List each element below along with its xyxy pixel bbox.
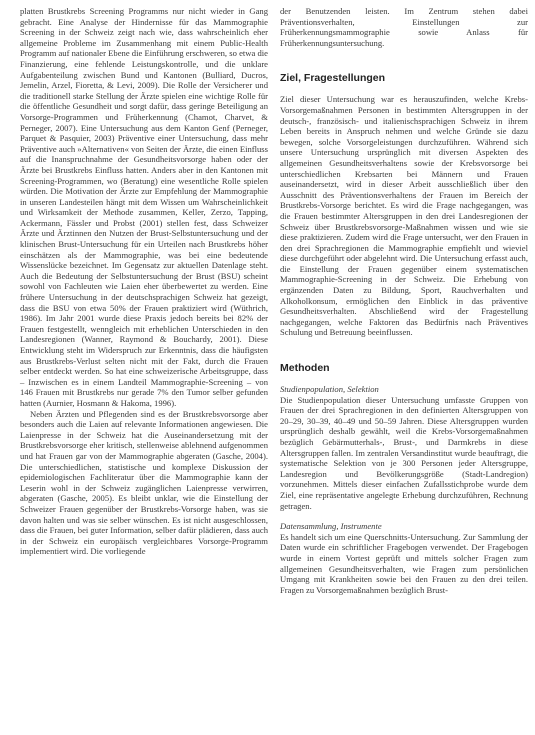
body-paragraph: Die Studienpopulation dieser Untersuchung umfasste Gruppen von Frauen der drei Sprachregionen in den definierten Altersgruppen von 20–29, 30–39, 40–49 und 50–59 Jahren. Diese Altersgruppen wurden ursprünglich deshalb gewählt, weil die Krebs-Vorsorgemaßnahmen bezüglich Gebärmutterhals-, Brust-, und Darmkrebs in diese Altersgruppen fallen. Im zentralen Versandinstitut wurde beauftragt, die systematische Selektion von je 300 Personen jeder Altersgruppe, Landesregion und Bevölkerungsgröße (Stadt-Landregion) vorzunehmen. Mittels dieser einfachen Zufallsstichprobe wurde dem Ziel, eine repräsentative angelegte Erhebung durchzuführen, Rechnung getragen. — [280, 394, 528, 511]
section-heading-methoden: Methoden — [280, 362, 330, 375]
subheading-datensammlung: Datensammlung, Instrumente — [280, 521, 382, 532]
subheading-studienpopulation: Studienpopulation, Selektion — [280, 384, 379, 395]
body-paragraph: Ziel dieser Untersuchung war es herauszufinden, welche Krebs-Vorsorgemaßnahmen Personen in bestimmten Altersgruppen in der deutsch-, französisch- und italienischsprachigen Schweiz in ihrem Leben bereits in Anspruch nehmen und welche Gründe sie dazu bewegen, solche Vorsorgeleistungen durchzuführen. Während sich unsere Untersuchung ursprünglich mit diversen Aspekten des allgemeinen Gesundheitsverhaltens sowie der Krebsvorsorge bei unterschiedlichen Krebsarten bei Männern und Frauen auseinandersetzt, wird in dieser Arbeit ausschließlich über den Ausschnitt des Präventionsverhaltens der Frauen im Bereich der Brustkrebs-Vorsorge berichtet. Es wird die Frage nachgegangen, was die Frauen bestimmter Altersgruppen in den drei Landesregionen der Schweiz über Brustkrebsvorsorge-Maßnahmen wissen und wie sie diese praktizieren. Zudem wird die Frage untersucht, wer den Frauen in den drei Sprachregionen die Mammographie empfiehlt und wieviel diese durchgeführt oder abgelehnt wird. Die Untersuchung erfasst auch, die Einstellung der Frauen gegenüber einem systematischen Mammographie-Screening in der Schweiz. Die Erhebung von ergänzenden Daten zu Bildung, Sport, Rauchverhalten und Alkoholkonsum, ermöglichen den Einblick in das präventive Gesundheitsverhalten. Abschließend wird der Fragestellung nachgegangen, welche Faktoren das Bedürfnis nach Präventives Schulung und Betreuung beeinflussen. — [280, 94, 528, 338]
section-heading-ziel: Ziel, Fragestellungen — [280, 72, 386, 85]
body-paragraph: Es handelt sich um eine Querschnitts-Untersuchung. Zur Sammlung der Daten wurde ein schriftlicher Fragebogen verwendet. Der Fragebogen wurde in einem Vortest geprüft und mittels solcher Fragen zum allgemeinen Gesundheitsverhalten, wie Fragen zum persönlichen Umgang mit Krankheiten sowie bei den Frauen zu den drei teilen. Fragen zu Vorsorgemaßnahmen bezüglich Brust- — [280, 531, 528, 595]
left-column — [20, 6, 268, 557]
body-paragraph: Neben Ärzten und Pflegenden sind es der Brustkrebsvorsorge aber besonders auch die Laien auf relevante Informationen angewiesen. Die Laienpresse in der Schweiz hat die Auseinandersetzung mit der Brustkrebsvorsorge eher kritisch, stellenweise ablehnend aufgenommen und hat Frauen gar von der Mammographie abgeraten (Gasche, 2004). Die unterschiedlichen, statistische und komplexe Diskussion der epidemiologischen Fachliteratur über die Mammographie kann der Leserin wohl in der Schweiz zugänglichen Laienpresse verwirren, abgeraten (Gasche, 2005). Es bleibt unklar, wie die Einstellung der Schweizer Frauen gegenüber der Brustkrebs-Vorsorge haben, was sie davon halten und was sie selber wünschen. Es ist nicht ausgeschlossen, dass die Frauen, bei guter Information, selber dafür plädieren, dass auch in der Schweiz ein europäisch vergleichbares Vorsorge-Programm implementiert wird. Die vorliegende — [20, 408, 268, 557]
right-column — [280, 6, 528, 595]
body-paragraph: der Benutzenden leisten. Im Zentrum stehen dabei Präventionsverhalten, Einstellungen zur Früherkennungsmammographie sowie Anlass für Früherkennungsuntersuchung. — [280, 6, 528, 48]
body-paragraph: platten Brustkrebs Screening Programms nur nicht wieder in Gang gebracht. Eine Analyse der Hindernisse für das Mammographie Screening in der Schweiz zeigt nach wie, dass wahrscheinlich eher allgemeine Probleme im Zusammenhang mit einem Public-Health Programm auf nationaler Ebene die Einführung erschweren, so etwa die Finanzierung, eine fehlende Leistungskontrolle, und die unklare Aufgabenteilung zwischen Bund und Kantonen (Bulliard, Ducros, Jemelin, Arzel, Fioretta, & Levi, 2009). Die Rolle der Versicherer und die traditionell starke Stellung der Ärzte spielen eine wichtige Rolle für die öffentliche Gesundheit und sorgt dafür, dass geringe Beteiligung an Vorsorge-Programmen und Früherkennung (Chamot, Charvet, & Perneger, 2007). Eine Untersuchung aus dem Kanton Genf (Perneger, Parquet & Pasquier, 2003) Präventive einer Untersuchung, dass mehr Präventive auch »Alternativen« von Seiten der Ärzte, die einen Einfluss auf die Inanspruchnahme der Gesundheitsvorsorge haben oder der Ärzte bei Brustkrebs Einfluss hatten. Anders aber in den Kantonen mit Screening-Programmen, wo (Beratung) eine wesentliche Rolle spielen würden. Die Motivation der Ärzte zur Empfehlung der Mammographie in unseren Landesteilen hängt mit dem Wissen um Wahrscheinlichkeit und Wirksamkeit der Methode zusammen, Keller, Zerzo, Tapping, Ackermann, Fässler und Probst (2001) stellen fest, dass Schweizer Ärzte und Ärztinnen den Nutzen der Brust-Selbstuntersuchung und der klinischen Brust-Untersuchung für ein Urteilen nach Brustkrebs höher einschätzen als der Mammographie, was bei eine bedeutende Wissenslücke bezeichnet. Im Gegensatz zur aktuellen Datenlage steht. Auch die Bedeutung der Selbstuntersuchung der Brust (BSU) scheint sowohl von Fachleuten wie Laien eher überbewertet zu werden. Eine frühere Untersuchung in der deutschsprachigen Schweiz hat gezeigt, dass die BSU von etwa 50% der Frauen praktiziert wird (Wüthrich, 1986). Im Jahr 2001 wurde diese Praxis jedoch bereits bei 82% der Frauen festgestellt, wenngleich mit erheblichen Unterschieden in den Landesregionen (Wanner, Raymond & Bouchardy, 2001). Diese Entwicklung steht im Widerspruch zur Erkenntnis, dass die häufigsten aus Brustkrebs-Verlust selten nicht mit der Fakt, durch die Frauen selber entdeckt werden. So hat eine schweizerische Arbeitsgruppe, dass – Inzwischen es in einem Landteil Mammographie-Screening – von 146 Frauen mit Brustkrebs nur gerade 7% den Tumor selber gefunden hatten (Aurnier, Hosmann & Hakoma, 1996). — [20, 6, 268, 408]
